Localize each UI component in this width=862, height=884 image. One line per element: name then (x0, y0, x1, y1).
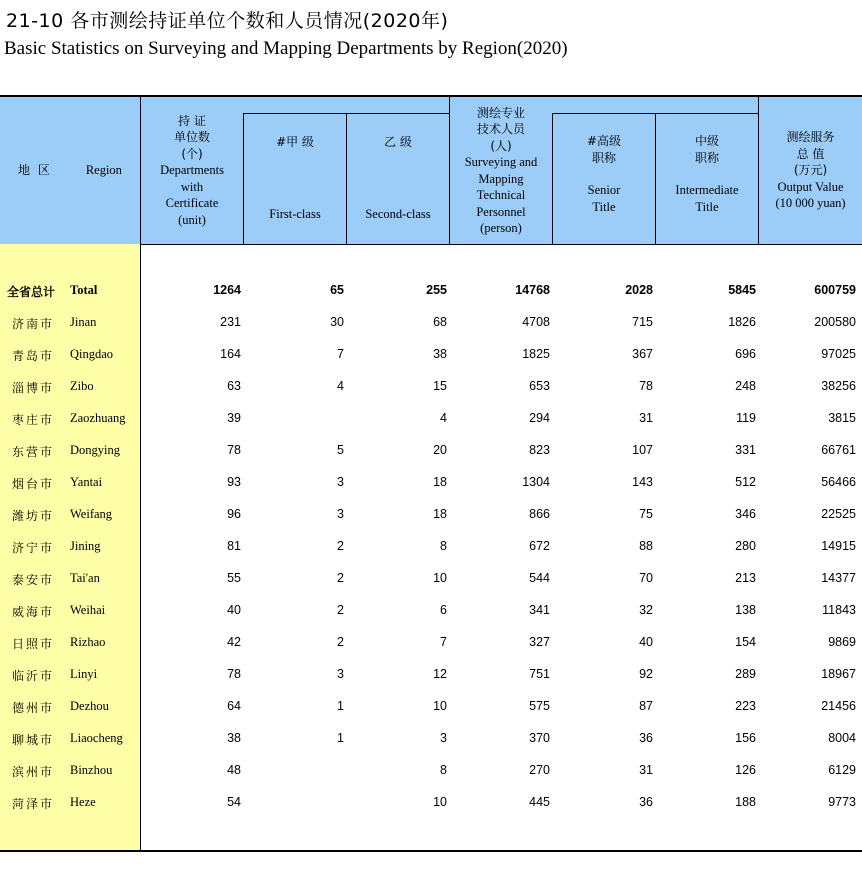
header-second-class: 乙 级 Second-class (365, 135, 431, 221)
total-row (0, 276, 862, 308)
cell-value: 18 (433, 507, 447, 521)
cell-value: 40 (639, 635, 653, 649)
cell-value: 18 (433, 475, 447, 489)
cell-value: 36 (639, 795, 653, 809)
header-technical-personnel: 测绘专业 技术人员 (人) Surveying and Mapping Technical Personnel (person) (464, 105, 538, 235)
region-name-cn: 济南市 (12, 317, 55, 331)
region-name-cn: 枣庄市 (12, 413, 55, 427)
region-name-cn: 临沂市 (12, 669, 55, 683)
cell-value: 39 (227, 411, 241, 425)
cell-value: 1304 (522, 475, 550, 489)
cell-value: 92 (639, 667, 653, 681)
cell-value: 2028 (625, 283, 653, 297)
region-name-cn: 日照市 (12, 637, 55, 651)
cell-value: 4 (440, 411, 447, 425)
cell-value: 14377 (821, 571, 856, 585)
page-title-en: Basic Statistics on Surveying and Mapping Departments by Region(2020) (4, 38, 568, 59)
cell-value: 3 (337, 667, 344, 681)
cell-value: 38 (227, 731, 241, 745)
region-name-en: Liaocheng (70, 731, 123, 745)
cell-value: 156 (735, 731, 756, 745)
cell-value: 38 (433, 347, 447, 361)
table-row (0, 756, 862, 788)
region-name-en: Qingdao (70, 347, 114, 361)
cell-value: 715 (632, 315, 653, 329)
header-senior-title: #高级 职称 Senior Title (586, 134, 622, 214)
cell-value: 70 (639, 571, 653, 585)
table-row (0, 532, 862, 564)
table-bottom-rule (0, 850, 862, 852)
header-certified-departments: 持 证 单位数 (个) Departments with Certificate (unit) (160, 113, 224, 227)
table-row (0, 628, 862, 660)
region-name-cn: 德州市 (12, 701, 55, 715)
header-output-value: 测绘服务 总 值 (万元) Output Value (10 000 yuan) (775, 130, 846, 211)
header-first-class: #甲 级 First-class (269, 135, 321, 221)
cell-value: 30 (330, 315, 344, 329)
cell-value: 370 (529, 731, 550, 745)
cell-value: 823 (529, 443, 550, 457)
cell-value: 10 (433, 795, 447, 809)
cell-value: 32 (639, 603, 653, 617)
cell-value: 1825 (522, 347, 550, 361)
cell-value: 8 (440, 539, 447, 553)
region-name-en: Zibo (70, 379, 94, 393)
cell-value: 327 (529, 635, 550, 649)
region-name-en: Yantai (70, 475, 103, 489)
cell-value: 231 (220, 315, 241, 329)
cell-value: 866 (529, 507, 550, 521)
region-name-cn: 济宁市 (12, 541, 55, 555)
cell-value: 6129 (828, 763, 856, 777)
cell-value: 164 (220, 347, 241, 361)
cell-value: 5845 (728, 283, 756, 297)
cell-value: 10 (433, 571, 447, 585)
cell-value: 223 (735, 699, 756, 713)
cell-value: 1 (337, 699, 344, 713)
table-row (0, 436, 862, 468)
cell-value: 12 (433, 667, 447, 681)
cell-value: 55 (227, 571, 241, 585)
region-name-cn: 滨州市 (12, 765, 55, 779)
cell-value: 10 (433, 699, 447, 713)
cell-value: 14768 (515, 283, 550, 297)
cell-value: 5 (337, 443, 344, 457)
cell-value: 65 (330, 283, 344, 297)
region-name-en: Total (70, 283, 98, 297)
cell-value: 3 (337, 507, 344, 521)
region-name-cn: 聊城市 (12, 733, 55, 747)
cell-value: 8 (440, 763, 447, 777)
table-row (0, 500, 862, 532)
cell-value: 7 (337, 347, 344, 361)
region-name-en: Weihai (70, 603, 106, 617)
cell-value: 1826 (728, 315, 756, 329)
cell-value: 1264 (213, 283, 241, 297)
cell-value: 4708 (522, 315, 550, 329)
region-name-cn: 全省总计 (7, 285, 56, 299)
cell-value: 346 (735, 507, 756, 521)
cell-value: 119 (736, 411, 756, 425)
region-name-en: Tai'an (70, 571, 100, 585)
region-name-en: Jining (70, 539, 101, 553)
cell-value: 512 (735, 475, 756, 489)
cell-value: 341 (529, 603, 550, 617)
cell-value: 18967 (821, 667, 856, 681)
table-row (0, 340, 862, 372)
region-name-cn: 淄博市 (12, 381, 55, 395)
cell-value: 1 (337, 731, 344, 745)
region-name-en: Dezhou (70, 699, 109, 713)
cell-value: 367 (632, 347, 653, 361)
cell-value: 331 (735, 443, 756, 457)
cell-value: 9773 (828, 795, 856, 809)
cell-value: 3 (440, 731, 447, 745)
cell-value: 20 (433, 443, 447, 457)
cell-value: 280 (735, 539, 756, 553)
cell-value: 2 (337, 603, 344, 617)
cell-value: 15 (433, 379, 447, 393)
table-row (0, 404, 862, 436)
table-row (0, 564, 862, 596)
table-row (0, 308, 862, 340)
region-name-cn: 菏泽市 (12, 797, 55, 811)
region-name-en: Zaozhuang (70, 411, 126, 425)
cell-value: 2 (337, 539, 344, 553)
cell-value: 48 (227, 763, 241, 777)
table-row (0, 692, 862, 724)
cell-value: 107 (632, 443, 653, 457)
cell-value: 81 (227, 539, 241, 553)
cell-value: 200580 (814, 315, 856, 329)
cell-value: 2 (337, 635, 344, 649)
cell-value: 600759 (814, 283, 856, 297)
cell-value: 9869 (828, 635, 856, 649)
header-intermediate-title: 中级 职称 Intermediate Title (675, 134, 739, 214)
cell-value: 78 (227, 667, 241, 681)
cell-value: 751 (529, 667, 550, 681)
cell-value: 188 (735, 795, 756, 809)
cell-value: 213 (735, 571, 756, 585)
cell-value: 653 (529, 379, 550, 393)
cell-value: 38256 (821, 379, 856, 393)
cell-value: 63 (227, 379, 241, 393)
region-name-cn: 青岛市 (12, 349, 55, 363)
page-title-cn: 21-10 各市测绘持证单位个数和人员情况(2020年) (6, 10, 449, 32)
cell-value: 36 (639, 731, 653, 745)
cell-value: 696 (735, 347, 756, 361)
cell-value: 7 (440, 635, 447, 649)
cell-value: 78 (227, 443, 241, 457)
region-name-en: Dongying (70, 443, 120, 457)
cell-value: 31 (639, 763, 653, 777)
cell-value: 75 (639, 507, 653, 521)
cell-value: 66761 (821, 443, 856, 457)
region-name-en: Jinan (70, 315, 97, 329)
table-row (0, 724, 862, 756)
cell-value: 40 (227, 603, 241, 617)
region-name-en: Binzhou (70, 763, 113, 777)
cell-value: 87 (639, 699, 653, 713)
cell-value: 575 (529, 699, 550, 713)
table-row (0, 788, 862, 820)
table-row (0, 660, 862, 692)
region-name-cn: 烟台市 (12, 477, 55, 491)
region-name-en: Heze (70, 795, 96, 809)
cell-value: 3 (337, 475, 344, 489)
cell-value: 96 (227, 507, 241, 521)
region-name-cn: 泰安市 (12, 573, 55, 587)
cell-value: 14915 (821, 539, 856, 553)
cell-value: 2 (337, 571, 344, 585)
cell-value: 8004 (828, 731, 856, 745)
region-name-en: Rizhao (70, 635, 106, 649)
cell-value: 6 (440, 603, 447, 617)
table-row (0, 468, 862, 500)
cell-value: 126 (735, 763, 756, 777)
region-name-cn: 潍坊市 (12, 509, 55, 523)
cell-value: 56466 (821, 475, 856, 489)
cell-value: 672 (529, 539, 550, 553)
region-name-en: Weifang (70, 507, 113, 521)
cell-value: 64 (227, 699, 241, 713)
cell-value: 248 (735, 379, 756, 393)
cell-value: 93 (227, 475, 241, 489)
cell-value: 31 (639, 411, 653, 425)
region-name-en: Linyi (70, 667, 98, 681)
cell-value: 97025 (821, 347, 856, 361)
cell-value: 68 (433, 315, 447, 329)
cell-value: 3815 (828, 411, 856, 425)
region-name-cn: 威海市 (12, 605, 55, 619)
cell-value: 54 (227, 795, 241, 809)
cell-value: 78 (639, 379, 653, 393)
table-row (0, 372, 862, 404)
cell-value: 445 (529, 795, 550, 809)
cell-value: 289 (735, 667, 756, 681)
cell-value: 42 (227, 635, 241, 649)
table-row (0, 596, 862, 628)
cell-value: 270 (529, 763, 550, 777)
cell-value: 21456 (821, 699, 856, 713)
cell-value: 154 (735, 635, 756, 649)
cell-value: 255 (426, 283, 447, 297)
cell-value: 544 (529, 571, 550, 585)
table-header (0, 97, 862, 245)
cell-value: 138 (735, 603, 756, 617)
cell-value: 4 (337, 379, 344, 393)
cell-value: 88 (639, 539, 653, 553)
cell-value: 143 (632, 475, 653, 489)
cell-value: 294 (529, 411, 550, 425)
cell-value: 22525 (821, 507, 856, 521)
region-name-cn: 东营市 (12, 445, 55, 459)
header-region: 地 区 Region (18, 163, 122, 178)
cell-value: 11843 (822, 603, 856, 617)
